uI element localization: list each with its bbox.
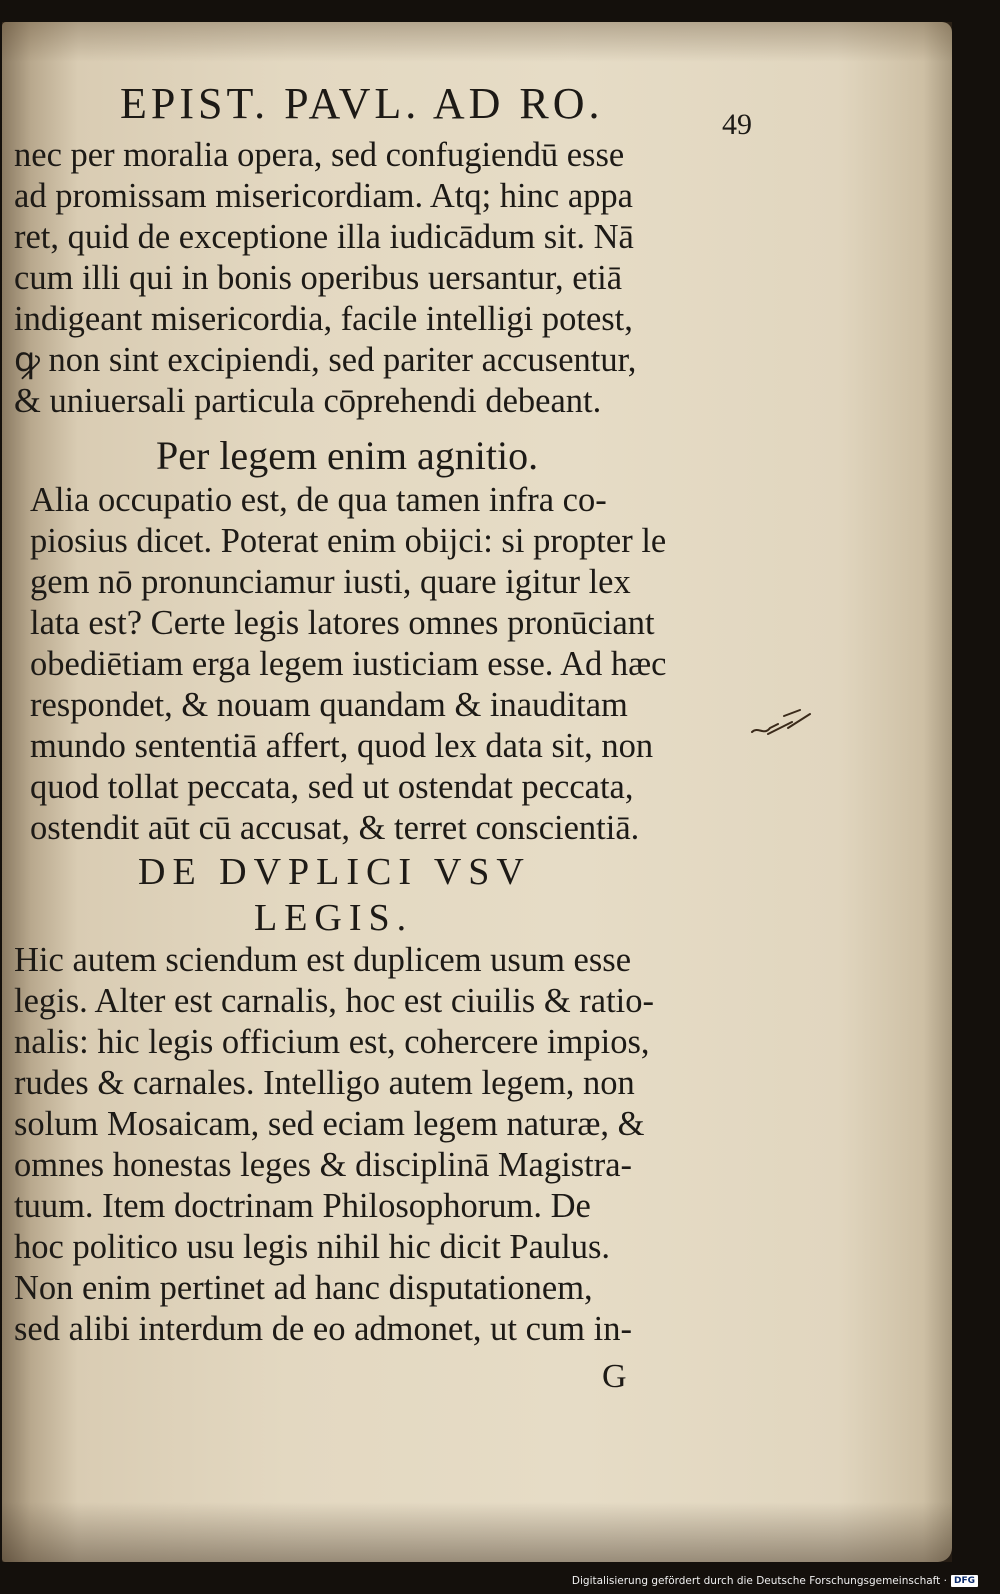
dfg-logo: DFG <box>951 1575 978 1587</box>
paragraph-3-line: sed alibi interdum de eo admonet, ut cum in- <box>14 1310 632 1348</box>
page-shadow-bottom <box>2 1502 952 1562</box>
handwritten-margin-mark-icon <box>748 706 818 742</box>
paragraph-1-line: & uniuersali particula cōprehendi debeant. <box>14 382 602 420</box>
paragraph-1-line: ret, quid de exceptione illa iudicādum sit. Nā <box>14 218 634 256</box>
paragraph-1-line: cum illi qui in bonis operibus uersantur, etiā <box>14 259 623 297</box>
paragraph-3 <box>14 940 764 1350</box>
paragraph-1-line: nec per moralia opera, sed confugiendū esse <box>14 136 625 174</box>
paragraph-2-line: mundo sententiā affert, quod lex data sit, non <box>30 727 654 765</box>
footer-credit <box>572 1572 978 1590</box>
paragraph-1 <box>14 135 774 422</box>
footer-credit-text: Digitalisierung gefördert durch die Deutsche Forschungsgemeinschaft · <box>571 1575 947 1587</box>
paragraph-3-line: omnes honestas leges & disciplinā Magistra- <box>14 1146 633 1184</box>
paragraph-3-line: Non enim pertinet ad hanc disputationem, <box>14 1269 593 1307</box>
paragraph-1-line: ad promissam misericordiam. Atq; hinc appa <box>14 177 633 215</box>
paragraph-3-line: rudes & carnales. Intelligo autem legem, non <box>14 1064 635 1102</box>
paragraph-3-line: tuum. Item doctrinam Philosophorum. De <box>14 1187 591 1225</box>
paragraph-1-line: ꝙ non sint excipiendi, sed pariter accusentur, <box>14 341 637 379</box>
paragraph-2-line: gem nō pronunciamur iusti, quare igitur lex <box>30 563 631 601</box>
paragraph-2-line: lata est? Certe legis latores omnes pronūciant <box>30 604 655 642</box>
section-heading-per-legem: Per legem enim agnitio. <box>156 433 539 478</box>
paragraph-2-line: respondet, & nouam quandam & inauditam <box>30 686 628 724</box>
paragraph-3-line: hoc politico usu legis nihil hic dicit Paulus. <box>14 1228 611 1266</box>
section-heading-legis: LEGIS. <box>254 897 414 939</box>
text-block-2 <box>30 480 770 849</box>
paragraph-2-line: Alia occupatio est, de qua tamen infra co- <box>30 481 607 519</box>
paragraph-2 <box>30 480 770 849</box>
paragraph-3-line: legis. Alter est carnalis, hoc est ciuilis & ratio- <box>14 982 655 1020</box>
paragraph-2-line: quod tollat peccata, sed ut ostendat peccata, <box>30 768 634 806</box>
paragraph-2-line: ostendit aūt cū accusat, & terret conscientiā. <box>30 809 640 847</box>
paragraph-3-line: nalis: hic legis officium est, cohercere impios, <box>14 1023 650 1061</box>
page-number: 49 <box>722 108 752 141</box>
text-block <box>14 135 774 422</box>
catchword: G <box>602 1358 627 1395</box>
paragraph-3-line: Hic autem sciendum est duplicem usum esse <box>14 941 632 979</box>
text-block-3 <box>14 940 764 1350</box>
paragraph-2-line: piosius dicet. Poterat enim obijci: si propter le <box>30 522 667 560</box>
paragraph-1-line: indigeant misericordia, facile intelligi potest, <box>14 300 633 338</box>
paragraph-3-line: solum Mosaicam, sed eciam legem naturæ, & <box>14 1105 645 1143</box>
paragraph-2-line: obediētiam erga legem iusticiam esse. Ad hæc <box>30 645 667 683</box>
running-header: EPIST. PAVL. AD RO. <box>120 79 604 128</box>
page-shadow-top <box>2 22 952 62</box>
section-heading-de-duplici: DE DVPLICI VSV <box>138 851 531 893</box>
